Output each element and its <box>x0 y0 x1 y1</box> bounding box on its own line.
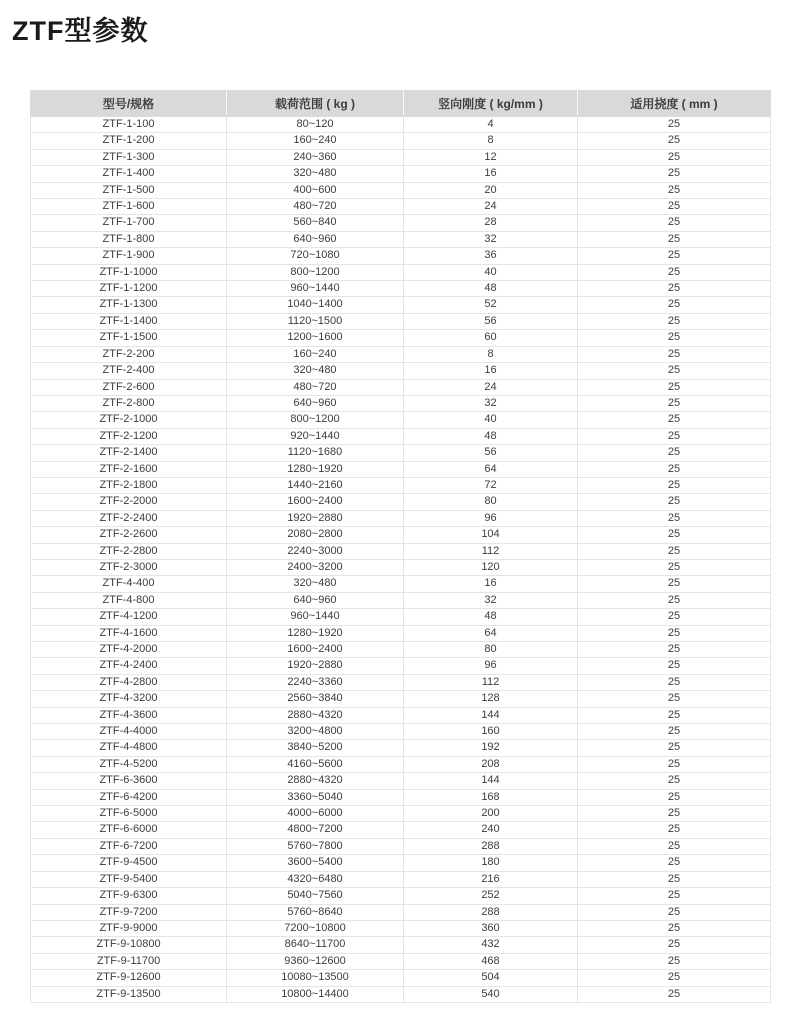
cell-vertical-stiffness: 16 <box>404 576 578 592</box>
cell-load-range: 320~480 <box>227 166 404 182</box>
cell-load-range: 560~840 <box>227 215 404 231</box>
spec-table-body <box>31 117 771 1003</box>
cell-deflection: 25 <box>578 264 771 280</box>
cell-load-range: 1280~1920 <box>227 461 404 477</box>
cell-load-range: 2880~4320 <box>227 773 404 789</box>
table-row <box>31 379 771 395</box>
cell-vertical-stiffness: 540 <box>404 986 578 1002</box>
cell-model: ZTF-4-400 <box>31 576 227 592</box>
cell-model: ZTF-9-11700 <box>31 953 227 969</box>
cell-deflection: 25 <box>578 313 771 329</box>
cell-load-range: 5760~7800 <box>227 838 404 854</box>
cell-load-range: 1120~1500 <box>227 313 404 329</box>
cell-vertical-stiffness: 72 <box>404 477 578 493</box>
cell-deflection: 25 <box>578 953 771 969</box>
cell-vertical-stiffness: 252 <box>404 888 578 904</box>
cell-vertical-stiffness: 40 <box>404 412 578 428</box>
cell-model: ZTF-2-400 <box>31 363 227 379</box>
cell-deflection: 25 <box>578 215 771 231</box>
cell-vertical-stiffness: 168 <box>404 789 578 805</box>
column-header-deflection: 适用挠度 ( mm ) <box>578 91 771 117</box>
cell-model: ZTF-2-1000 <box>31 412 227 428</box>
cell-load-range: 3840~5200 <box>227 740 404 756</box>
cell-model: ZTF-9-12600 <box>31 970 227 986</box>
cell-vertical-stiffness: 112 <box>404 674 578 690</box>
cell-deflection: 25 <box>578 363 771 379</box>
header-row <box>31 91 771 117</box>
cell-model: ZTF-9-9000 <box>31 920 227 936</box>
cell-deflection: 25 <box>578 592 771 608</box>
table-row <box>31 707 771 723</box>
table-row <box>31 773 771 789</box>
cell-model: ZTF-6-6000 <box>31 822 227 838</box>
table-row <box>31 166 771 182</box>
cell-load-range: 920~1440 <box>227 428 404 444</box>
cell-vertical-stiffness: 32 <box>404 395 578 411</box>
table-row <box>31 855 771 871</box>
cell-vertical-stiffness: 60 <box>404 330 578 346</box>
cell-vertical-stiffness: 16 <box>404 363 578 379</box>
cell-deflection: 25 <box>578 428 771 444</box>
cell-model: ZTF-4-3200 <box>31 691 227 707</box>
table-row <box>31 920 771 936</box>
cell-load-range: 240~360 <box>227 149 404 165</box>
cell-load-range: 960~1440 <box>227 281 404 297</box>
cell-load-range: 2240~3000 <box>227 543 404 559</box>
cell-load-range: 1920~2880 <box>227 510 404 526</box>
cell-vertical-stiffness: 468 <box>404 953 578 969</box>
cell-load-range: 480~720 <box>227 199 404 215</box>
cell-model: ZTF-2-2000 <box>31 494 227 510</box>
cell-model: ZTF-6-5000 <box>31 806 227 822</box>
cell-vertical-stiffness: 112 <box>404 543 578 559</box>
cell-vertical-stiffness: 48 <box>404 428 578 444</box>
cell-model: ZTF-4-3600 <box>31 707 227 723</box>
cell-vertical-stiffness: 64 <box>404 625 578 641</box>
cell-model: ZTF-2-800 <box>31 395 227 411</box>
cell-load-range: 2080~2800 <box>227 527 404 543</box>
cell-model: ZTF-1-800 <box>31 231 227 247</box>
cell-load-range: 480~720 <box>227 379 404 395</box>
cell-load-range: 320~480 <box>227 363 404 379</box>
cell-vertical-stiffness: 56 <box>404 445 578 461</box>
cell-vertical-stiffness: 180 <box>404 855 578 871</box>
cell-deflection: 25 <box>578 510 771 526</box>
cell-vertical-stiffness: 192 <box>404 740 578 756</box>
cell-deflection: 25 <box>578 838 771 854</box>
cell-model: ZTF-1-600 <box>31 199 227 215</box>
column-header-model: 型号/规格 <box>31 91 227 117</box>
cell-vertical-stiffness: 28 <box>404 215 578 231</box>
cell-deflection: 25 <box>578 412 771 428</box>
cell-vertical-stiffness: 36 <box>404 248 578 264</box>
cell-deflection: 25 <box>578 445 771 461</box>
cell-model: ZTF-2-2600 <box>31 527 227 543</box>
cell-deflection: 25 <box>578 740 771 756</box>
cell-load-range: 9360~12600 <box>227 953 404 969</box>
cell-vertical-stiffness: 20 <box>404 182 578 198</box>
cell-deflection: 25 <box>578 182 771 198</box>
table-row <box>31 592 771 608</box>
table-row <box>31 199 771 215</box>
cell-model: ZTF-4-2800 <box>31 674 227 690</box>
cell-deflection: 25 <box>578 707 771 723</box>
cell-vertical-stiffness: 80 <box>404 642 578 658</box>
table-row <box>31 133 771 149</box>
cell-model: ZTF-1-700 <box>31 215 227 231</box>
cell-vertical-stiffness: 104 <box>404 527 578 543</box>
cell-model: ZTF-1-400 <box>31 166 227 182</box>
cell-model: ZTF-4-1600 <box>31 625 227 641</box>
cell-load-range: 160~240 <box>227 133 404 149</box>
cell-load-range: 2560~3840 <box>227 691 404 707</box>
table-row <box>31 559 771 575</box>
cell-vertical-stiffness: 52 <box>404 297 578 313</box>
cell-load-range: 3360~5040 <box>227 789 404 805</box>
cell-vertical-stiffness: 4 <box>404 117 578 133</box>
cell-load-range: 1600~2400 <box>227 494 404 510</box>
cell-vertical-stiffness: 160 <box>404 724 578 740</box>
cell-load-range: 10800~14400 <box>227 986 404 1002</box>
cell-deflection: 25 <box>578 576 771 592</box>
page-title: ZTF型参数 <box>12 16 149 46</box>
cell-vertical-stiffness: 200 <box>404 806 578 822</box>
cell-load-range: 4160~5600 <box>227 756 404 772</box>
cell-deflection: 25 <box>578 149 771 165</box>
cell-load-range: 5040~7560 <box>227 888 404 904</box>
cell-model: ZTF-9-5400 <box>31 871 227 887</box>
cell-deflection: 25 <box>578 330 771 346</box>
cell-deflection: 25 <box>578 904 771 920</box>
cell-deflection: 25 <box>578 724 771 740</box>
cell-deflection: 25 <box>578 970 771 986</box>
table-row <box>31 691 771 707</box>
cell-vertical-stiffness: 144 <box>404 707 578 723</box>
table-row <box>31 625 771 641</box>
cell-load-range: 2400~3200 <box>227 559 404 575</box>
cell-model: ZTF-6-4200 <box>31 789 227 805</box>
table-row <box>31 445 771 461</box>
cell-load-range: 1440~2160 <box>227 477 404 493</box>
cell-load-range: 5760~8640 <box>227 904 404 920</box>
cell-vertical-stiffness: 48 <box>404 281 578 297</box>
table-row <box>31 740 771 756</box>
cell-model: ZTF-2-3000 <box>31 559 227 575</box>
cell-deflection: 25 <box>578 642 771 658</box>
cell-deflection: 25 <box>578 379 771 395</box>
cell-vertical-stiffness: 360 <box>404 920 578 936</box>
cell-deflection: 25 <box>578 756 771 772</box>
cell-vertical-stiffness: 288 <box>404 904 578 920</box>
cell-deflection: 25 <box>578 609 771 625</box>
table-row <box>31 281 771 297</box>
cell-model: ZTF-1-1200 <box>31 281 227 297</box>
cell-deflection: 25 <box>578 231 771 247</box>
table-row <box>31 494 771 510</box>
table-row <box>31 970 771 986</box>
cell-vertical-stiffness: 32 <box>404 592 578 608</box>
cell-deflection: 25 <box>578 806 771 822</box>
cell-deflection: 25 <box>578 691 771 707</box>
cell-load-range: 1040~1400 <box>227 297 404 313</box>
table-row <box>31 477 771 493</box>
cell-model: ZTF-9-6300 <box>31 888 227 904</box>
cell-model: ZTF-2-600 <box>31 379 227 395</box>
table-row <box>31 330 771 346</box>
cell-deflection: 25 <box>578 395 771 411</box>
cell-load-range: 4800~7200 <box>227 822 404 838</box>
table-row <box>31 297 771 313</box>
cell-deflection: 25 <box>578 461 771 477</box>
cell-load-range: 960~1440 <box>227 609 404 625</box>
cell-vertical-stiffness: 80 <box>404 494 578 510</box>
cell-vertical-stiffness: 504 <box>404 970 578 986</box>
table-row <box>31 658 771 674</box>
cell-load-range: 400~600 <box>227 182 404 198</box>
column-header-vertical-stiffness: 竖向刚度 ( kg/mm ) <box>404 91 578 117</box>
cell-vertical-stiffness: 24 <box>404 379 578 395</box>
cell-model: ZTF-2-1800 <box>31 477 227 493</box>
cell-model: ZTF-6-7200 <box>31 838 227 854</box>
cell-vertical-stiffness: 16 <box>404 166 578 182</box>
cell-load-range: 1120~1680 <box>227 445 404 461</box>
table-row <box>31 724 771 740</box>
cell-load-range: 640~960 <box>227 395 404 411</box>
cell-model: ZTF-9-4500 <box>31 855 227 871</box>
cell-deflection: 25 <box>578 920 771 936</box>
table-row <box>31 182 771 198</box>
cell-model: ZTF-2-2400 <box>31 510 227 526</box>
table-row <box>31 674 771 690</box>
cell-load-range: 80~120 <box>227 117 404 133</box>
cell-load-range: 7200~10800 <box>227 920 404 936</box>
table-row <box>31 888 771 904</box>
cell-deflection: 25 <box>578 855 771 871</box>
cell-vertical-stiffness: 8 <box>404 346 578 362</box>
cell-deflection: 25 <box>578 527 771 543</box>
cell-model: ZTF-1-100 <box>31 117 227 133</box>
cell-load-range: 4320~6480 <box>227 871 404 887</box>
cell-deflection: 25 <box>578 166 771 182</box>
cell-vertical-stiffness: 128 <box>404 691 578 707</box>
spec-table <box>30 90 771 1003</box>
cell-deflection: 25 <box>578 346 771 362</box>
table-row <box>31 543 771 559</box>
cell-vertical-stiffness: 24 <box>404 199 578 215</box>
cell-load-range: 320~480 <box>227 576 404 592</box>
cell-load-range: 1600~2400 <box>227 642 404 658</box>
table-row <box>31 904 771 920</box>
cell-deflection: 25 <box>578 789 771 805</box>
table-row <box>31 412 771 428</box>
table-row <box>31 395 771 411</box>
cell-model: ZTF-4-2000 <box>31 642 227 658</box>
table-row <box>31 789 771 805</box>
cell-model: ZTF-1-200 <box>31 133 227 149</box>
cell-load-range: 800~1200 <box>227 264 404 280</box>
cell-load-range: 800~1200 <box>227 412 404 428</box>
cell-model: ZTF-4-2400 <box>31 658 227 674</box>
cell-deflection: 25 <box>578 543 771 559</box>
table-row <box>31 609 771 625</box>
cell-deflection: 25 <box>578 871 771 887</box>
table-row <box>31 346 771 362</box>
cell-model: ZTF-4-800 <box>31 592 227 608</box>
table-row <box>31 264 771 280</box>
table-row <box>31 149 771 165</box>
cell-vertical-stiffness: 96 <box>404 510 578 526</box>
cell-deflection: 25 <box>578 822 771 838</box>
table-row <box>31 248 771 264</box>
cell-deflection: 25 <box>578 133 771 149</box>
cell-deflection: 25 <box>578 888 771 904</box>
cell-deflection: 25 <box>578 297 771 313</box>
cell-load-range: 2880~4320 <box>227 707 404 723</box>
table-row <box>31 822 771 838</box>
cell-vertical-stiffness: 56 <box>404 313 578 329</box>
table-row <box>31 461 771 477</box>
cell-load-range: 160~240 <box>227 346 404 362</box>
table-row <box>31 642 771 658</box>
table-row <box>31 527 771 543</box>
cell-vertical-stiffness: 144 <box>404 773 578 789</box>
cell-deflection: 25 <box>578 986 771 1002</box>
cell-deflection: 25 <box>578 773 771 789</box>
cell-model: ZTF-1-1400 <box>31 313 227 329</box>
cell-vertical-stiffness: 240 <box>404 822 578 838</box>
table-row <box>31 363 771 379</box>
cell-vertical-stiffness: 32 <box>404 231 578 247</box>
cell-model: ZTF-2-2800 <box>31 543 227 559</box>
cell-vertical-stiffness: 12 <box>404 149 578 165</box>
cell-model: ZTF-1-900 <box>31 248 227 264</box>
cell-load-range: 1200~1600 <box>227 330 404 346</box>
cell-vertical-stiffness: 120 <box>404 559 578 575</box>
table-row <box>31 117 771 133</box>
cell-model: ZTF-6-3600 <box>31 773 227 789</box>
cell-deflection: 25 <box>578 199 771 215</box>
cell-model: ZTF-2-1600 <box>31 461 227 477</box>
cell-deflection: 25 <box>578 674 771 690</box>
cell-load-range: 1280~1920 <box>227 625 404 641</box>
cell-vertical-stiffness: 8 <box>404 133 578 149</box>
cell-model: ZTF-2-200 <box>31 346 227 362</box>
cell-load-range: 1920~2880 <box>227 658 404 674</box>
table-row <box>31 215 771 231</box>
table-row <box>31 576 771 592</box>
cell-model: ZTF-4-4800 <box>31 740 227 756</box>
table-row <box>31 953 771 969</box>
column-header-load-range: 载荷范围 ( kg ) <box>227 91 404 117</box>
cell-vertical-stiffness: 48 <box>404 609 578 625</box>
cell-deflection: 25 <box>578 494 771 510</box>
cell-model: ZTF-4-4000 <box>31 724 227 740</box>
cell-deflection: 25 <box>578 248 771 264</box>
cell-load-range: 2240~3360 <box>227 674 404 690</box>
cell-vertical-stiffness: 432 <box>404 937 578 953</box>
cell-vertical-stiffness: 216 <box>404 871 578 887</box>
cell-model: ZTF-2-1200 <box>31 428 227 444</box>
cell-vertical-stiffness: 64 <box>404 461 578 477</box>
cell-load-range: 640~960 <box>227 231 404 247</box>
table-row <box>31 986 771 1002</box>
cell-model: ZTF-1-500 <box>31 182 227 198</box>
cell-model: ZTF-9-13500 <box>31 986 227 1002</box>
cell-load-range: 3200~4800 <box>227 724 404 740</box>
cell-model: ZTF-9-10800 <box>31 937 227 953</box>
table-row <box>31 838 771 854</box>
cell-model: ZTF-1-300 <box>31 149 227 165</box>
cell-model: ZTF-1-1000 <box>31 264 227 280</box>
cell-load-range: 10080~13500 <box>227 970 404 986</box>
cell-deflection: 25 <box>578 658 771 674</box>
cell-model: ZTF-4-5200 <box>31 756 227 772</box>
table-row <box>31 756 771 772</box>
cell-vertical-stiffness: 40 <box>404 264 578 280</box>
table-row <box>31 510 771 526</box>
cell-load-range: 640~960 <box>227 592 404 608</box>
cell-deflection: 25 <box>578 937 771 953</box>
cell-vertical-stiffness: 96 <box>404 658 578 674</box>
table-row <box>31 231 771 247</box>
table-row <box>31 937 771 953</box>
table-row <box>31 871 771 887</box>
cell-model: ZTF-4-1200 <box>31 609 227 625</box>
table-row <box>31 806 771 822</box>
cell-load-range: 720~1080 <box>227 248 404 264</box>
cell-deflection: 25 <box>578 559 771 575</box>
cell-deflection: 25 <box>578 281 771 297</box>
cell-model: ZTF-1-1500 <box>31 330 227 346</box>
cell-load-range: 4000~6000 <box>227 806 404 822</box>
table-row <box>31 428 771 444</box>
cell-model: ZTF-9-7200 <box>31 904 227 920</box>
table-row <box>31 313 771 329</box>
cell-deflection: 25 <box>578 477 771 493</box>
cell-vertical-stiffness: 288 <box>404 838 578 854</box>
cell-model: ZTF-1-1300 <box>31 297 227 313</box>
cell-deflection: 25 <box>578 625 771 641</box>
cell-deflection: 25 <box>578 117 771 133</box>
cell-model: ZTF-2-1400 <box>31 445 227 461</box>
cell-load-range: 8640~11700 <box>227 937 404 953</box>
cell-vertical-stiffness: 208 <box>404 756 578 772</box>
cell-load-range: 3600~5400 <box>227 855 404 871</box>
